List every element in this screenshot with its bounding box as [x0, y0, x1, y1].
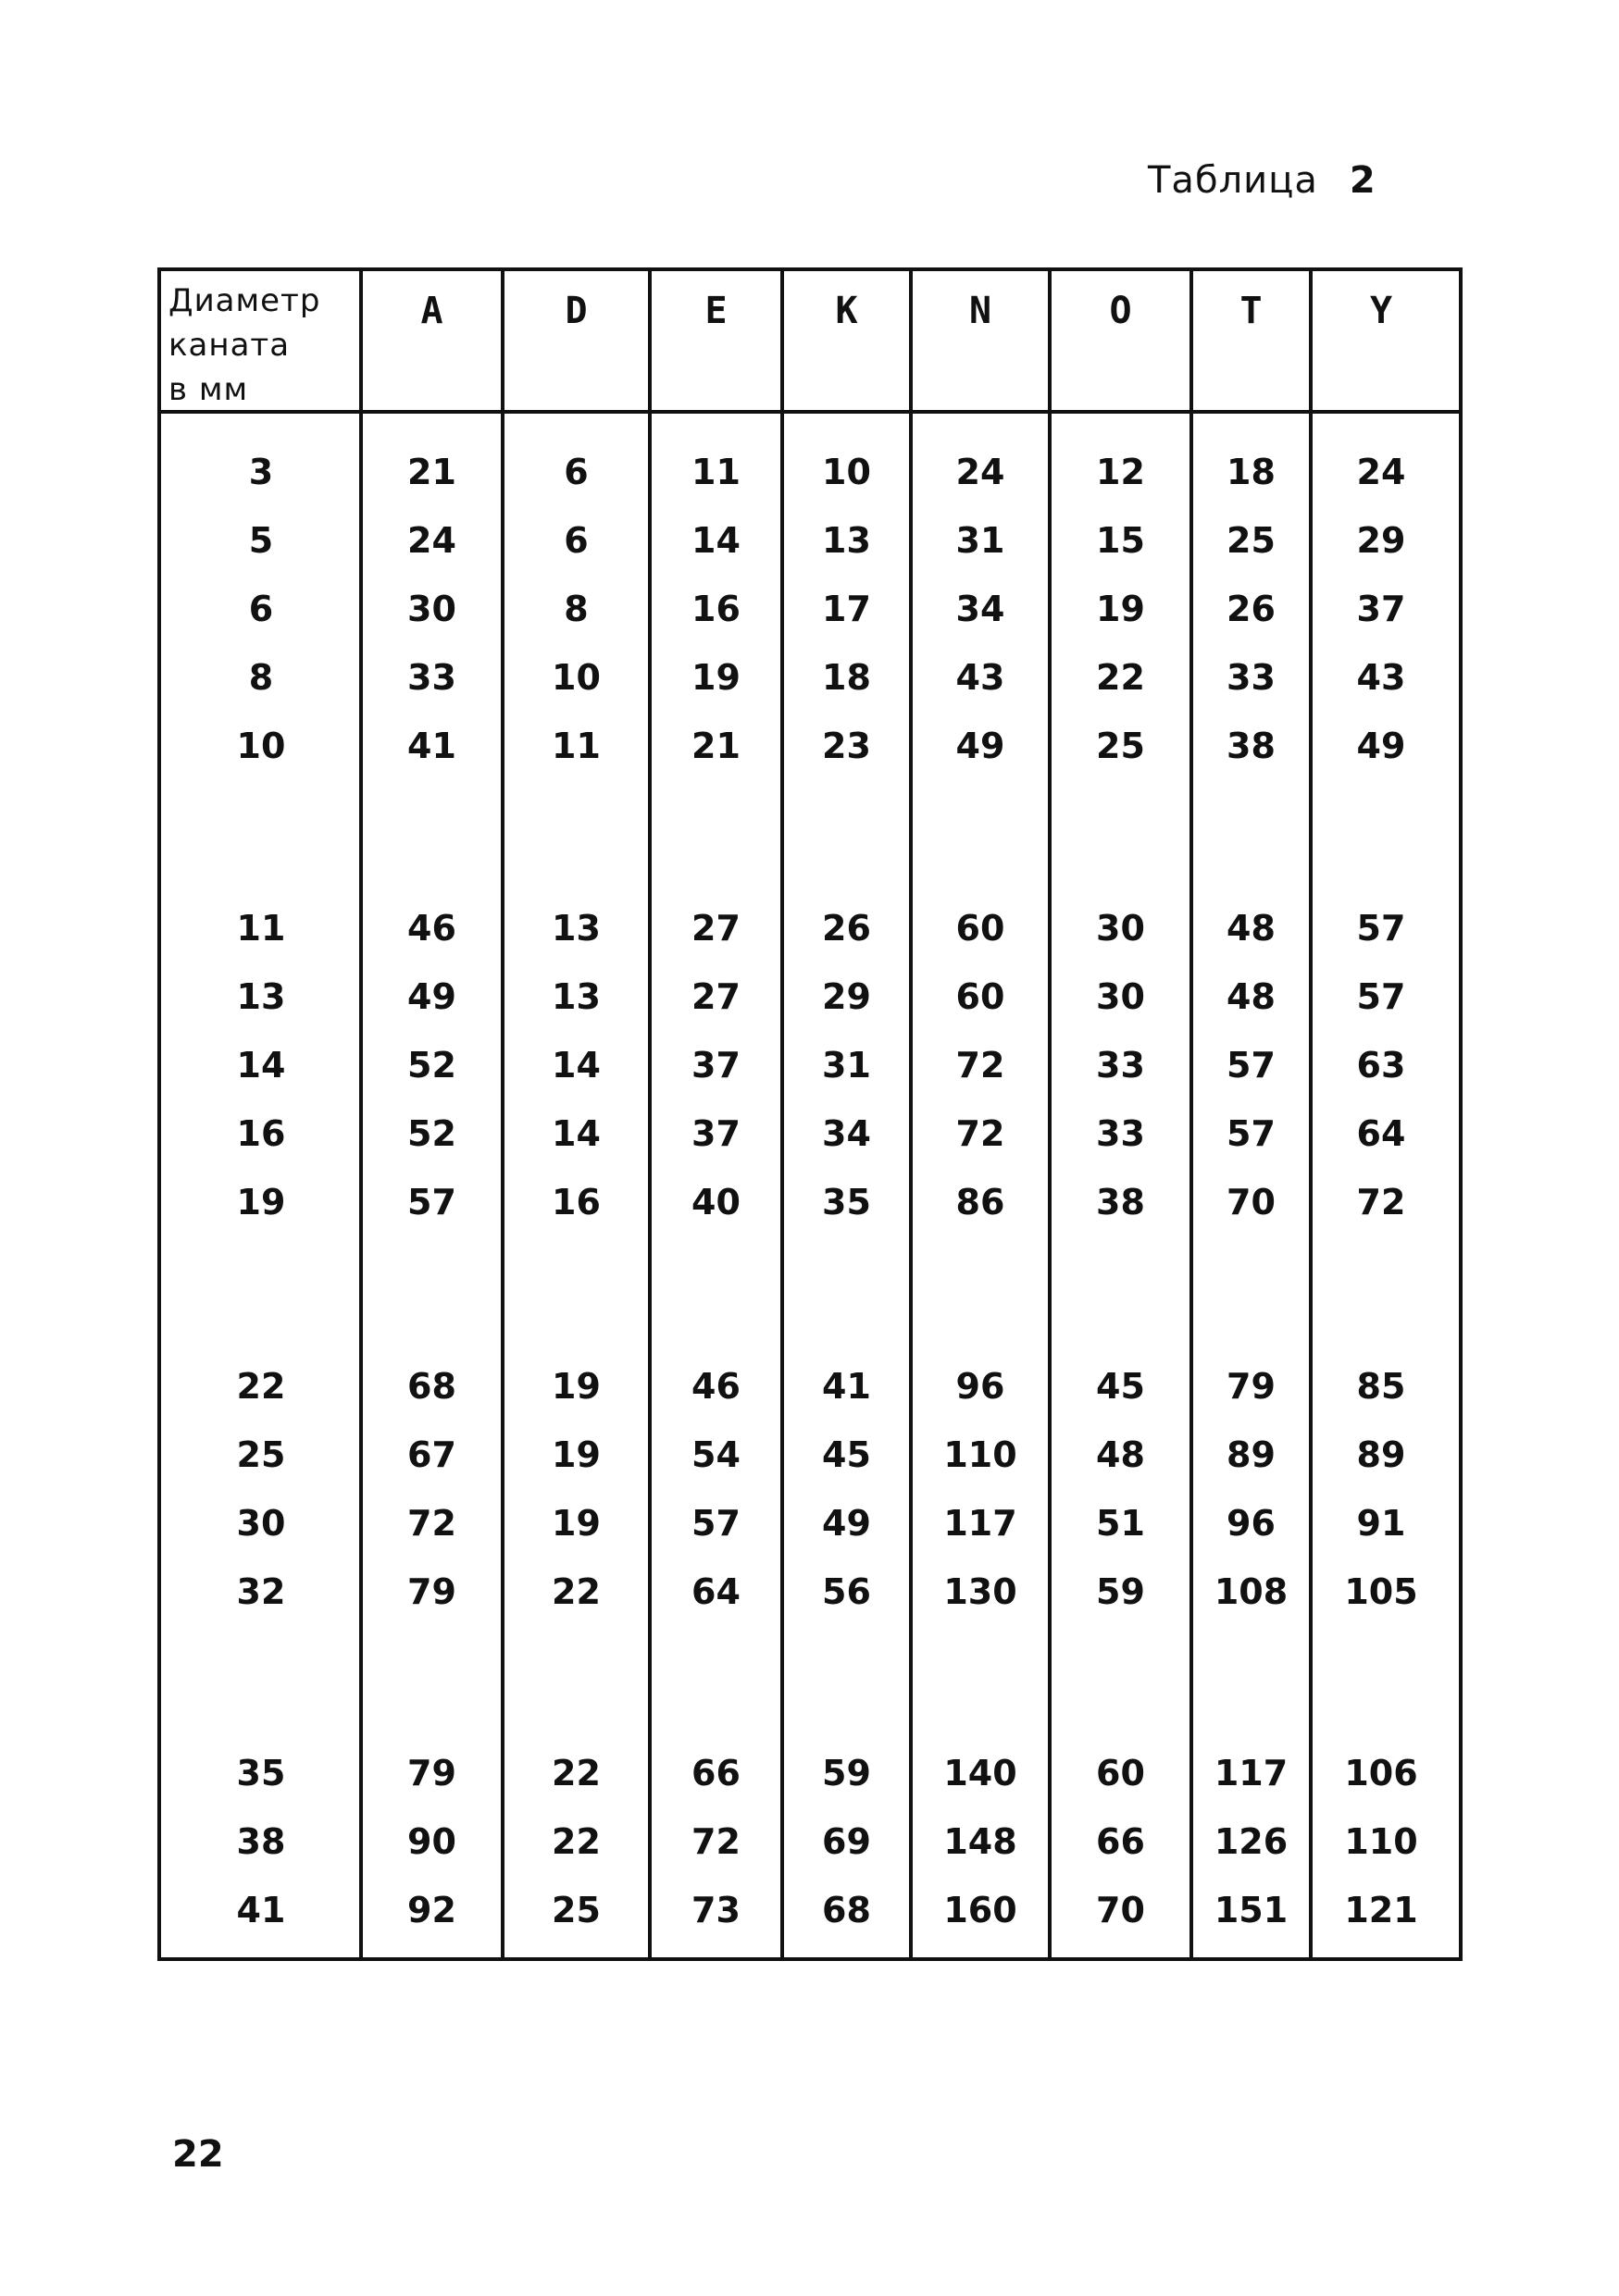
value-cell: 13 [552, 908, 601, 949]
value-cell: 90 [407, 1821, 456, 1862]
value-cell: 29 [822, 976, 871, 1017]
value-cell: 33 [1096, 1045, 1145, 1086]
value-cell: 63 [1356, 1045, 1406, 1086]
value-cell: 23 [822, 726, 871, 766]
value-cell: 57 [1227, 1113, 1276, 1154]
value-cell: 49 [822, 1503, 871, 1544]
value-cell: 57 [407, 1182, 456, 1222]
value-cell: 66 [691, 1753, 741, 1793]
diameter-cell: 30 [236, 1503, 286, 1544]
value-cell: 72 [955, 1045, 1005, 1086]
value-cell: 21 [691, 726, 741, 766]
value-cell: 57 [1356, 976, 1406, 1017]
value-cell: 96 [1227, 1503, 1276, 1544]
diameter-cell: 35 [236, 1753, 286, 1793]
value-cell: 140 [943, 1753, 1017, 1793]
value-cell: 72 [955, 1113, 1005, 1154]
value-cell: 38 [1227, 726, 1276, 766]
diameter-cell: 10 [236, 726, 286, 766]
value-cell: 25 [1096, 726, 1145, 766]
value-cell: 85 [1356, 1366, 1406, 1407]
value-cell: 110 [943, 1434, 1017, 1475]
value-cell: 73 [691, 1890, 741, 1930]
value-cell: 35 [822, 1182, 871, 1222]
column-header-k: K [835, 290, 858, 332]
column-header-t: T [1239, 290, 1263, 332]
column-header-d: D [565, 290, 588, 332]
value-cell: 59 [822, 1753, 871, 1793]
value-cell: 17 [822, 589, 871, 629]
value-cell: 45 [822, 1434, 871, 1475]
header-diameter-line-1: Диаметр [168, 282, 321, 319]
diameter-cell: 13 [236, 976, 286, 1017]
value-cell: 33 [1227, 657, 1276, 698]
column-header-a: A [420, 290, 443, 332]
value-cell: 37 [691, 1113, 741, 1154]
value-cell: 37 [691, 1045, 741, 1086]
value-cell: 52 [407, 1045, 456, 1086]
value-cell: 56 [822, 1571, 871, 1612]
value-cell: 151 [1214, 1890, 1289, 1930]
value-cell: 18 [1227, 452, 1276, 492]
value-cell: 92 [407, 1890, 456, 1930]
value-cell: 70 [1227, 1182, 1276, 1222]
value-cell: 105 [1344, 1571, 1418, 1612]
header-diameter-line-3: в мм [168, 371, 249, 408]
value-cell: 11 [552, 726, 601, 766]
value-cell: 37 [1356, 589, 1406, 629]
value-cell: 57 [1227, 1045, 1276, 1086]
value-cell: 51 [1096, 1503, 1145, 1544]
diameter-cell: 41 [236, 1890, 286, 1930]
value-cell: 49 [955, 726, 1005, 766]
value-cell: 6 [564, 452, 589, 492]
header-diameter [168, 279, 363, 412]
value-cell: 41 [822, 1366, 871, 1407]
value-cell: 57 [1356, 908, 1406, 949]
value-cell: 16 [552, 1182, 601, 1222]
value-cell: 26 [822, 908, 871, 949]
value-cell: 54 [691, 1434, 741, 1475]
value-cell: 106 [1344, 1753, 1418, 1793]
diameter-cell: 8 [248, 657, 274, 698]
value-cell: 60 [1096, 1753, 1145, 1793]
value-cell: 10 [552, 657, 601, 698]
value-cell: 72 [691, 1821, 741, 1862]
value-cell: 14 [552, 1045, 601, 1086]
value-cell: 79 [407, 1571, 456, 1612]
data-table [157, 267, 1463, 1961]
value-cell: 160 [943, 1890, 1017, 1930]
value-cell: 52 [407, 1113, 456, 1154]
value-cell: 43 [955, 657, 1005, 698]
value-cell: 64 [691, 1571, 741, 1612]
value-cell: 30 [407, 589, 456, 629]
value-cell: 64 [1356, 1113, 1406, 1154]
value-cell: 59 [1096, 1571, 1145, 1612]
value-cell: 24 [407, 520, 456, 561]
diameter-cell: 22 [236, 1366, 286, 1407]
value-cell: 14 [552, 1113, 601, 1154]
column-header-e: E [704, 290, 728, 332]
diameter-cell: 16 [236, 1113, 286, 1154]
value-cell: 19 [691, 657, 741, 698]
value-cell: 48 [1227, 908, 1276, 949]
value-cell: 11 [691, 452, 741, 492]
value-cell: 22 [552, 1821, 601, 1862]
value-cell: 45 [1096, 1366, 1145, 1407]
value-cell: 79 [407, 1753, 456, 1793]
value-cell: 19 [552, 1434, 601, 1475]
value-cell: 48 [1096, 1434, 1145, 1475]
value-cell: 46 [407, 908, 456, 949]
value-cell: 89 [1356, 1434, 1406, 1475]
diameter-cell: 5 [248, 520, 274, 561]
value-cell: 67 [407, 1434, 456, 1475]
value-cell: 19 [552, 1366, 601, 1407]
value-cell: 8 [564, 589, 589, 629]
value-cell: 60 [955, 908, 1005, 949]
column-header-o: O [1109, 290, 1132, 332]
value-cell: 22 [552, 1753, 601, 1793]
column-header-y: Y [1369, 290, 1393, 332]
caption-number: 2 [1349, 159, 1376, 202]
value-cell: 27 [691, 976, 741, 1017]
value-cell: 46 [691, 1366, 741, 1407]
value-cell: 30 [1096, 908, 1145, 949]
value-cell: 10 [822, 452, 871, 492]
value-cell: 34 [955, 589, 1005, 629]
value-cell: 72 [407, 1503, 456, 1544]
value-cell: 38 [1096, 1182, 1145, 1222]
value-cell: 22 [1096, 657, 1145, 698]
value-cell: 68 [407, 1366, 456, 1407]
value-cell: 117 [943, 1503, 1017, 1544]
value-cell: 31 [822, 1045, 871, 1086]
value-cell: 66 [1096, 1821, 1145, 1862]
diameter-cell: 32 [236, 1571, 286, 1612]
caption-label: Таблица [1148, 159, 1318, 202]
value-cell: 121 [1344, 1890, 1418, 1930]
diameter-cell: 6 [248, 589, 274, 629]
page-number: 22 [172, 2133, 224, 2176]
header-diameter-line-2: каната [168, 327, 291, 364]
value-cell: 31 [955, 520, 1005, 561]
value-cell: 18 [822, 657, 871, 698]
value-cell: 49 [1356, 726, 1406, 766]
value-cell: 57 [691, 1503, 741, 1544]
diameter-cell: 3 [248, 452, 274, 492]
table-caption [1148, 159, 1376, 202]
value-cell: 24 [955, 452, 1005, 492]
diameter-cell: 38 [236, 1821, 286, 1862]
value-cell: 13 [822, 520, 871, 561]
diameter-cell: 14 [236, 1045, 286, 1086]
value-cell: 24 [1356, 452, 1406, 492]
value-cell: 126 [1214, 1821, 1289, 1862]
value-cell: 16 [691, 589, 741, 629]
value-cell: 30 [1096, 976, 1145, 1017]
value-cell: 68 [822, 1890, 871, 1930]
value-cell: 41 [407, 726, 456, 766]
value-cell: 130 [943, 1571, 1017, 1612]
value-cell: 96 [955, 1366, 1005, 1407]
value-cell: 70 [1096, 1890, 1145, 1930]
value-cell: 49 [407, 976, 456, 1017]
value-cell: 110 [1344, 1821, 1418, 1862]
column-header-n: N [968, 290, 992, 332]
value-cell: 29 [1356, 520, 1406, 561]
diameter-cell: 11 [236, 908, 286, 949]
value-cell: 48 [1227, 976, 1276, 1017]
diameter-cell: 25 [236, 1434, 286, 1475]
value-cell: 33 [1096, 1113, 1145, 1154]
value-cell: 89 [1227, 1434, 1276, 1475]
value-cell: 6 [564, 520, 589, 561]
diameter-cell: 19 [236, 1182, 286, 1222]
value-cell: 14 [691, 520, 741, 561]
value-cell: 91 [1356, 1503, 1406, 1544]
value-cell: 26 [1227, 589, 1276, 629]
value-cell: 43 [1356, 657, 1406, 698]
value-cell: 27 [691, 908, 741, 949]
value-cell: 60 [955, 976, 1005, 1017]
value-cell: 19 [1096, 589, 1145, 629]
value-cell: 25 [1227, 520, 1276, 561]
value-cell: 12 [1096, 452, 1145, 492]
value-cell: 40 [691, 1182, 741, 1222]
value-cell: 22 [552, 1571, 601, 1612]
value-cell: 86 [955, 1182, 1005, 1222]
value-cell: 13 [552, 976, 601, 1017]
value-cell: 21 [407, 452, 456, 492]
value-cell: 25 [552, 1890, 601, 1930]
value-cell: 15 [1096, 520, 1145, 561]
value-cell: 72 [1356, 1182, 1406, 1222]
value-cell: 148 [943, 1821, 1017, 1862]
value-cell: 19 [552, 1503, 601, 1544]
value-cell: 117 [1214, 1753, 1289, 1793]
value-cell: 79 [1227, 1366, 1276, 1407]
value-cell: 34 [822, 1113, 871, 1154]
value-cell: 108 [1214, 1571, 1289, 1612]
value-cell: 33 [407, 657, 456, 698]
value-cell: 69 [822, 1821, 871, 1862]
